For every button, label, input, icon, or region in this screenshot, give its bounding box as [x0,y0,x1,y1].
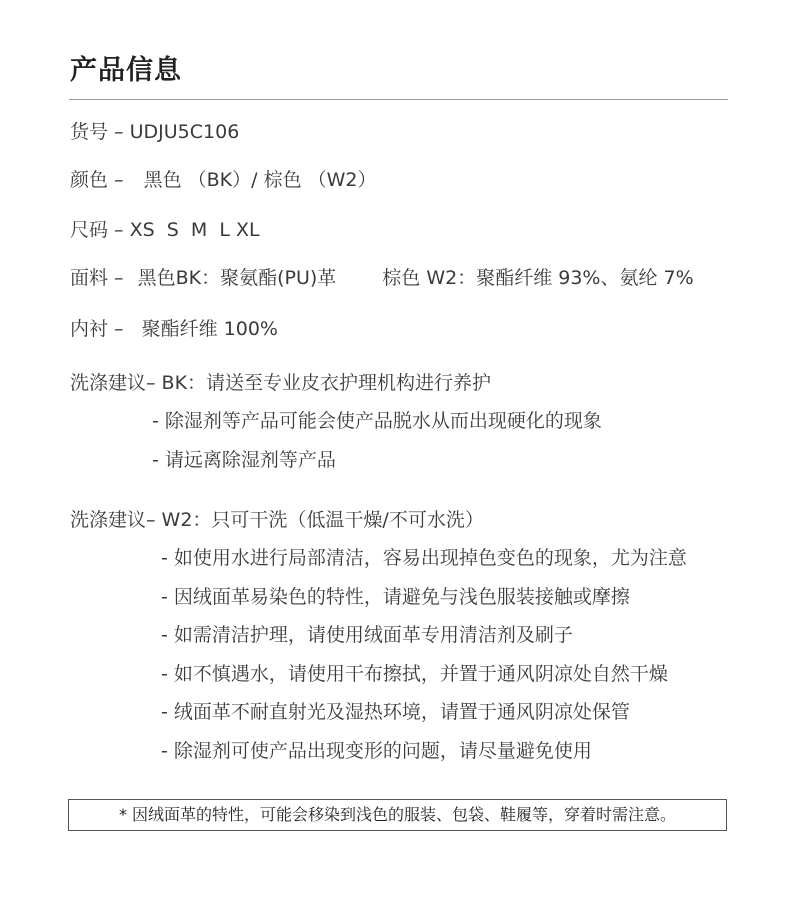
size-row [70,218,260,242]
title-divider [69,99,728,100]
care-w2-line: - 除湿剂可使产品出现变形的问题，请尽量避免使用 [161,740,592,762]
care-w2-line: - 因绒面革易染色的特性，请避免与浅色服装接触或摩擦 [161,586,630,608]
color-sep: – [108,169,130,191]
fabric-sep: – [108,267,130,289]
care-w2-line: - 绒面革不耐直射光及湿热环境，请置于通风阴凉处保管 [161,701,630,723]
size-sep: – [108,219,130,241]
size-label: 尺码 [70,219,109,241]
size-values: XS S M L XL [129,219,260,241]
caution-note: * 因绒面革的特性，可能会移染到浅色的服装、包袋、鞋履等，穿着时需注意。 [68,799,727,831]
care-bk-line: - 请远离除湿剂等产品 [152,449,336,471]
color-value: 黑色 （BK）/ 棕色 （W2） [143,169,377,191]
fabric-row [70,266,694,290]
care-w2-line: - 如使用水进行局部清洁，容易出现掉色变色的现象，尤为注意 [161,547,687,569]
fabric-label: 面料 [70,267,109,289]
fabric-bk: 黑色BK：聚氨酯(PU)革 [137,267,337,289]
color-label: 颜色 [70,169,109,191]
care-bk-heading: 洗涤建议– BK：请送至专业皮衣护理机构进行养护 [70,372,492,394]
care-w2-heading: 洗涤建议– W2：只可干洗（低温干燥/不可水洗） [70,509,484,531]
fabric-w2: 棕色 W2：聚酯纤维 93%、氨纶 7% [382,267,694,289]
sku-row [70,120,239,144]
sku-label: 货号 [70,121,109,143]
care-bk-line: - 除湿剂等产品可能会使产品脱水从而出现硬化的现象 [152,410,602,432]
page-title: 产品信息 [70,55,182,86]
lining-label: 内衬 [70,318,109,340]
color-row [70,168,377,192]
sku-value: UDJU5C106 [129,121,240,143]
lining-row [70,317,278,341]
sku-sep: – [108,121,130,143]
lining-value: 聚酯纤维 100% [141,318,278,340]
lining-sep: – [108,318,130,340]
care-w2-line: - 如需清洁护理，请使用绒面革专用清洁剂及刷子 [161,624,573,646]
care-w2-line: - 如不慎遇水，请使用干布擦拭，并置于通风阴凉处自然干燥 [161,663,668,685]
